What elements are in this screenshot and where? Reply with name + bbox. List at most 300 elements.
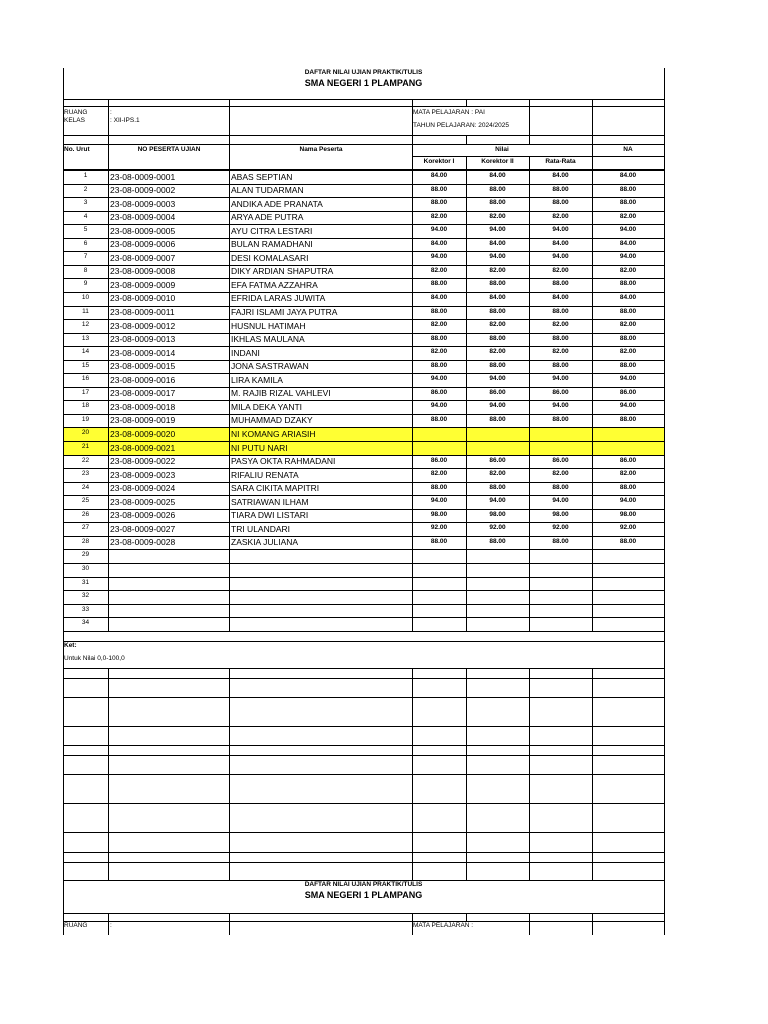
sheet-subtitle-2: DAFTAR NILAI UJIAN PRAKTIK/TULIS xyxy=(304,881,423,888)
score-korektor-2: 88.00 xyxy=(489,185,506,193)
score-na: 94.00 xyxy=(619,497,637,505)
student-name: DESI KOMALASARI xyxy=(231,252,309,263)
grid-hline xyxy=(63,224,664,225)
score-na: 84.00 xyxy=(619,239,637,247)
exam-number: 23-08-0009-0026 xyxy=(110,510,176,521)
grid-hline xyxy=(63,170,664,171)
score-rata-rata: 88.00 xyxy=(552,483,569,491)
score-na: 84.00 xyxy=(619,293,637,301)
grid-hline xyxy=(63,441,664,442)
grid-vline xyxy=(412,144,413,169)
student-name: SATRIAWAN ILHAM xyxy=(231,496,309,507)
ruang-colon-2: : xyxy=(110,922,112,929)
exam-number: 23-08-0009-0020 xyxy=(110,428,176,439)
score-korektor-2: 82.00 xyxy=(489,266,506,274)
student-name: FAJRI ISLAMI JAYA PUTRA xyxy=(231,307,338,317)
score-na: 84.00 xyxy=(619,172,637,179)
grid-hline xyxy=(63,522,664,523)
score-na: 88.00 xyxy=(619,185,637,193)
student-name: IKHLAS MAULANA xyxy=(231,334,305,345)
grid-hline xyxy=(63,921,664,922)
note-ket: Ket: xyxy=(64,642,77,649)
score-korektor-2: 82.00 xyxy=(489,321,506,329)
row-number: 30 xyxy=(81,564,90,572)
row-number: 8 xyxy=(83,266,88,274)
row-number: 5 xyxy=(83,226,88,234)
grid-hline xyxy=(63,387,664,388)
exam-number: 23-08-0009-0002 xyxy=(110,185,176,196)
grid-vline xyxy=(229,135,230,144)
score-na: 82.00 xyxy=(619,321,637,329)
grid-hline xyxy=(63,106,664,107)
ruang-label: RUANG xyxy=(64,109,88,116)
grid-hline xyxy=(63,549,664,550)
score-korektor-1: 86.00 xyxy=(430,388,448,396)
score-korektor-2: 88.00 xyxy=(489,307,506,315)
row-number: 14 xyxy=(81,348,90,356)
grid-vline xyxy=(529,99,530,106)
school-title: SMA NEGERI 1 PLAMPANG xyxy=(304,78,423,88)
score-korektor-2: 84.00 xyxy=(489,172,506,179)
grid-hline xyxy=(63,745,664,746)
row-number: 3 xyxy=(83,199,88,207)
score-na: 88.00 xyxy=(619,537,637,545)
grid-vline xyxy=(412,135,413,144)
score-korektor-1: 88.00 xyxy=(430,280,448,288)
score-korektor-2: 94.00 xyxy=(489,253,506,261)
score-na: 92.00 xyxy=(619,524,637,532)
score-rata-rata: 88.00 xyxy=(552,280,569,288)
exam-number: 23-08-0009-0009 xyxy=(110,279,176,290)
grid-hline xyxy=(63,427,664,428)
score-korektor-2: 84.00 xyxy=(489,239,506,247)
grid-vline xyxy=(592,921,593,935)
row-number: 29 xyxy=(81,551,90,559)
score-korektor-1: 88.00 xyxy=(430,199,448,207)
grid-hline xyxy=(63,99,664,100)
score-korektor-1: 84.00 xyxy=(430,172,448,179)
grid-vline xyxy=(529,668,530,880)
score-na: 88.00 xyxy=(619,280,637,288)
row-number: 33 xyxy=(81,605,90,613)
score-korektor-2: 86.00 xyxy=(489,456,506,464)
score-korektor-2: 84.00 xyxy=(489,293,506,301)
grid-vline xyxy=(108,135,109,144)
grid-vline xyxy=(108,913,109,921)
score-rata-rata: 86.00 xyxy=(552,456,569,464)
score-na: 94.00 xyxy=(619,402,637,410)
grid-vline xyxy=(229,144,230,169)
school-title-2: SMA NEGERI 1 PLAMPANG xyxy=(304,890,423,900)
grid-vline xyxy=(529,169,530,631)
grid-vline xyxy=(529,106,530,135)
grid-vline xyxy=(466,156,467,169)
score-rata-rata: 88.00 xyxy=(552,199,569,207)
kelas-value: : XII-IPS.1 xyxy=(110,117,140,124)
ruang-label-2: RUANG xyxy=(64,922,88,929)
score-na: 98.00 xyxy=(619,510,637,518)
score-rata-rata: 82.00 xyxy=(552,470,569,478)
row-number: 27 xyxy=(81,524,90,532)
grid-hline xyxy=(63,913,664,914)
grid-hline xyxy=(63,678,664,679)
score-korektor-2: 82.00 xyxy=(489,212,506,220)
exam-number: 23-08-0009-0006 xyxy=(110,239,176,250)
row-number: 17 xyxy=(81,388,90,396)
grid-hline xyxy=(63,832,664,833)
score-korektor-1: 82.00 xyxy=(430,470,448,478)
row-number: 12 xyxy=(81,321,90,329)
grid-vline xyxy=(529,921,530,935)
score-rata-rata: 84.00 xyxy=(552,239,569,247)
grid-hline xyxy=(63,852,664,853)
row-number: 21 xyxy=(81,443,90,450)
grid-vline xyxy=(412,921,413,935)
exam-number: 23-08-0009-0016 xyxy=(110,374,176,385)
score-na: 94.00 xyxy=(619,226,637,234)
score-korektor-2: 94.00 xyxy=(489,375,506,383)
grid-vline xyxy=(592,135,593,144)
score-korektor-2: 82.00 xyxy=(489,470,506,478)
score-rata-rata: 94.00 xyxy=(552,253,569,261)
score-korektor-2: 88.00 xyxy=(489,280,506,288)
student-name: ARYA ADE PUTRA xyxy=(231,212,304,223)
grid-hline xyxy=(63,862,664,863)
row-number: 31 xyxy=(81,578,90,586)
grid-vline xyxy=(466,913,467,921)
grid-vline xyxy=(229,668,230,880)
student-name: NI PUTU NARI xyxy=(231,442,288,453)
score-korektor-1: 88.00 xyxy=(430,483,448,491)
mata-pelajaran-2: MATA PELAJARAN : xyxy=(413,922,474,929)
score-rata-rata: 82.00 xyxy=(552,348,569,356)
score-korektor-1: 88.00 xyxy=(430,307,448,315)
score-korektor-2: 88.00 xyxy=(489,537,506,545)
score-na: 86.00 xyxy=(619,388,637,396)
student-name: EFRIDA LARAS JUWITA xyxy=(231,293,326,304)
exam-number: 23-08-0009-0028 xyxy=(110,537,176,548)
grid-hline xyxy=(63,509,664,510)
exam-number: 23-08-0009-0023 xyxy=(110,469,176,480)
student-name: PASYA OKTA RAHMADANI xyxy=(231,456,336,467)
grid-hline xyxy=(63,631,664,632)
grid-hline xyxy=(63,184,664,185)
exam-number: 23-08-0009-0024 xyxy=(110,483,176,494)
score-korektor-1: 98.00 xyxy=(430,510,448,518)
col-korektor-1: Korektor I xyxy=(423,158,455,165)
score-na: 82.00 xyxy=(619,348,637,356)
right-border xyxy=(664,68,665,935)
student-name: TIARA DWI LISTARI xyxy=(231,510,309,521)
sheet-subtitle: DAFTAR NILAI UJIAN PRAKTIK/TULIS xyxy=(304,69,423,76)
grid-vline xyxy=(412,668,413,880)
grid-hline xyxy=(63,590,664,591)
row-number: 23 xyxy=(81,470,90,478)
exam-number: 23-08-0009-0013 xyxy=(110,334,176,345)
grid-hline xyxy=(63,197,664,198)
score-korektor-2: 88.00 xyxy=(489,361,506,369)
score-rata-rata: 88.00 xyxy=(552,185,569,193)
score-korektor-1: 84.00 xyxy=(430,293,448,301)
exam-number: 23-08-0009-0014 xyxy=(110,347,176,358)
score-korektor-1: 94.00 xyxy=(430,402,448,410)
row-number: 15 xyxy=(81,361,90,369)
grid-vline xyxy=(592,668,593,880)
grid-hline xyxy=(63,482,664,483)
score-korektor-1: 94.00 xyxy=(430,253,448,261)
grid-hline xyxy=(63,755,664,756)
grid-hline xyxy=(63,697,664,698)
grid-vline xyxy=(412,99,413,135)
exam-number: 23-08-0009-0005 xyxy=(110,225,176,236)
row-number: 16 xyxy=(81,375,90,383)
grid-vline xyxy=(108,921,109,935)
score-korektor-1: 88.00 xyxy=(430,415,448,423)
grid-vline xyxy=(412,169,413,631)
row-number: 11 xyxy=(82,307,89,315)
grid-hline xyxy=(63,455,664,456)
grid-vline xyxy=(108,99,109,135)
col-nilai: Nilai xyxy=(495,146,509,153)
col-nama-peserta: Nama Peserta xyxy=(299,146,343,153)
student-name: ZASKIA JULIANA xyxy=(231,537,299,548)
grid-vline xyxy=(592,99,593,106)
grid-vline xyxy=(592,106,593,135)
score-rata-rata: 82.00 xyxy=(552,212,569,220)
row-number: 10 xyxy=(81,293,90,301)
student-name: INDANI xyxy=(231,347,260,358)
score-rata-rata: 88.00 xyxy=(552,537,569,545)
score-na: 82.00 xyxy=(619,212,637,220)
score-rata-rata: 94.00 xyxy=(552,375,569,383)
student-name: AYU CITRA LESTARI xyxy=(231,225,313,236)
grid-hline xyxy=(63,803,664,804)
exam-number: 23-08-0009-0018 xyxy=(110,401,176,412)
score-korektor-2: 94.00 xyxy=(489,497,506,505)
score-korektor-2: 98.00 xyxy=(489,510,506,518)
score-na: 94.00 xyxy=(619,375,637,383)
grid-vline xyxy=(229,169,230,631)
score-rata-rata: 98.00 xyxy=(552,510,569,518)
score-na: 94.00 xyxy=(619,253,637,261)
score-korektor-2: 86.00 xyxy=(489,388,506,396)
grid-hline xyxy=(63,251,664,252)
row-number: 4 xyxy=(83,212,88,220)
exam-number: 23-08-0009-0008 xyxy=(110,266,176,277)
grid-vline xyxy=(466,668,467,880)
row-number: 22 xyxy=(81,456,90,464)
score-korektor-1: 82.00 xyxy=(430,348,448,356)
ruang-colon: : xyxy=(110,109,112,116)
row-number: 13 xyxy=(81,334,90,342)
student-name: LIRA KAMILA xyxy=(231,374,283,385)
score-rata-rata: 84.00 xyxy=(552,293,569,301)
row-number: 20 xyxy=(81,429,90,437)
row-number: 9 xyxy=(83,280,88,288)
score-rata-rata: 94.00 xyxy=(552,497,569,505)
score-korektor-2: 88.00 xyxy=(489,415,506,423)
score-rata-rata: 88.00 xyxy=(552,334,569,342)
score-na: 88.00 xyxy=(619,361,637,369)
grid-vline xyxy=(592,169,593,631)
score-rata-rata: 82.00 xyxy=(552,321,569,329)
score-na: 88.00 xyxy=(619,415,637,423)
grid-vline xyxy=(466,99,467,106)
grid-vline xyxy=(466,169,467,631)
score-na: 82.00 xyxy=(619,470,637,478)
score-na: 82.00 xyxy=(619,266,637,274)
row-number: 28 xyxy=(81,537,90,545)
student-name: ABAS SEPTIAN xyxy=(231,171,293,182)
score-korektor-1: 82.00 xyxy=(430,212,448,220)
grid-hline xyxy=(63,577,664,578)
score-korektor-2: 92.00 xyxy=(489,524,506,532)
score-korektor-1: 92.00 xyxy=(430,524,448,532)
score-korektor-1: 84.00 xyxy=(430,239,448,247)
score-korektor-1: 88.00 xyxy=(430,361,448,369)
score-na: 88.00 xyxy=(619,307,637,315)
exam-number: 23-08-0009-0019 xyxy=(110,415,176,426)
grid-hline xyxy=(63,292,664,293)
grid-hline xyxy=(412,156,664,157)
score-korektor-2: 94.00 xyxy=(489,226,506,234)
grid-vline xyxy=(108,668,109,880)
student-name: MILA DEKA YANTI xyxy=(231,401,303,412)
grid-hline xyxy=(63,495,664,496)
student-name: MUHAMMAD DZAKY xyxy=(231,415,313,426)
row-number: 24 xyxy=(81,483,90,491)
student-name: ALAN TUDARMAN xyxy=(231,185,304,196)
score-rata-rata: 88.00 xyxy=(552,361,569,369)
student-name: RIFALIU RENATA xyxy=(231,469,299,480)
grid-hline xyxy=(63,333,664,334)
score-rata-rata: 94.00 xyxy=(552,226,569,234)
student-name: TRI ULANDARI xyxy=(231,523,291,534)
grid-hline xyxy=(63,278,664,279)
grid-hline xyxy=(63,617,664,618)
row-number: 18 xyxy=(81,402,90,410)
grid-hline xyxy=(63,265,664,266)
exam-number: 23-08-0009-0025 xyxy=(110,496,176,507)
row-number: 2 xyxy=(83,185,88,193)
grid-hline xyxy=(63,414,664,415)
exam-number: 23-08-0009-0022 xyxy=(110,456,176,467)
exam-number: 23-08-0009-0015 xyxy=(110,361,176,372)
grid-vline xyxy=(108,169,109,631)
exam-number: 23-08-0009-0001 xyxy=(110,171,176,182)
grid-hline xyxy=(63,536,664,537)
grid-vline xyxy=(529,135,530,144)
score-na: 88.00 xyxy=(619,483,637,491)
grid-vline xyxy=(529,156,530,169)
row-number: 1 xyxy=(83,172,88,179)
note-range: Untuk Nilai 0,0-100,0 xyxy=(64,655,125,662)
grid-hline xyxy=(63,306,664,307)
col-no-peserta: NO PESERTA UJIAN xyxy=(137,146,201,153)
student-name: DIKY ARDIAN SHAPUTRA xyxy=(231,266,334,277)
grid-vline xyxy=(108,144,109,169)
score-korektor-2: 88.00 xyxy=(489,199,506,207)
student-name: EFA FATMA AZZAHRA xyxy=(231,279,318,290)
grid-hline xyxy=(63,238,664,239)
grid-hline xyxy=(63,726,664,727)
tahun-pelajaran: TAHUN PELAJARAN: 2024/2025 xyxy=(413,122,509,129)
col-no-urut: No. Urut xyxy=(64,146,90,153)
exam-number: 23-08-0009-0007 xyxy=(110,252,176,263)
grid-hline xyxy=(63,211,664,212)
grid-vline xyxy=(229,913,230,921)
score-korektor-1: 88.00 xyxy=(430,185,448,193)
grid-hline xyxy=(63,346,664,347)
grid-vline xyxy=(592,913,593,921)
col-korektor-2: Korektor II xyxy=(481,158,514,165)
score-korektor-1: 88.00 xyxy=(430,537,448,545)
row-number: 19 xyxy=(81,415,90,423)
grid-hline xyxy=(63,563,664,564)
student-name: M. RAJIB RIZAL VAHLEVI xyxy=(231,388,331,399)
score-na: 88.00 xyxy=(619,334,637,342)
grid-vline xyxy=(229,921,230,935)
row-number: 26 xyxy=(81,510,90,518)
score-korektor-1: 82.00 xyxy=(430,266,448,274)
exam-number: 23-08-0009-0010 xyxy=(110,293,176,304)
kelas-label: KELAS xyxy=(64,117,85,124)
grid-hline xyxy=(63,360,664,361)
grid-vline xyxy=(412,913,413,921)
exam-number: 23-08-0009-0027 xyxy=(110,523,176,534)
score-korektor-2: 88.00 xyxy=(489,483,506,491)
student-name: JONA SASTRAWAN xyxy=(231,361,309,372)
grid-vline xyxy=(529,913,530,921)
score-korektor-1: 82.00 xyxy=(430,321,448,329)
exam-number: 23-08-0009-0012 xyxy=(110,320,176,331)
row-number: 7 xyxy=(83,253,88,261)
score-korektor-1: 94.00 xyxy=(430,375,448,383)
score-rata-rata: 92.00 xyxy=(552,524,569,532)
score-rata-rata: 86.00 xyxy=(552,388,569,396)
grid-vline xyxy=(229,99,230,135)
row-number: 32 xyxy=(81,592,90,600)
student-name: BULAN RAMADHANI xyxy=(231,239,313,250)
grid-hline xyxy=(63,373,664,374)
score-korektor-1: 86.00 xyxy=(430,456,448,464)
grid-hline xyxy=(63,400,664,401)
score-korektor-1: 88.00 xyxy=(430,334,448,342)
left-border xyxy=(63,68,64,935)
score-rata-rata: 84.00 xyxy=(552,172,569,179)
score-na: 88.00 xyxy=(619,199,637,207)
score-korektor-1: 94.00 xyxy=(430,497,448,505)
student-name: NI KOMANG ARIASIH xyxy=(231,428,316,439)
score-rata-rata: 88.00 xyxy=(552,415,569,423)
grid-hline xyxy=(63,604,664,605)
row-number: 34 xyxy=(81,619,90,627)
grid-hline xyxy=(63,641,664,642)
score-na: 86.00 xyxy=(619,456,637,464)
col-rata-rata: Rata-Rata xyxy=(545,158,576,165)
grid-hline xyxy=(63,144,664,145)
student-name: ANDIKA ADE PRANATA xyxy=(231,198,323,209)
grid-hline xyxy=(63,668,664,669)
grid-hline xyxy=(63,468,664,469)
row-number: 25 xyxy=(81,497,90,505)
score-rata-rata: 88.00 xyxy=(552,307,569,315)
grid-vline xyxy=(592,144,593,169)
score-korektor-2: 94.00 xyxy=(489,402,506,410)
exam-number: 23-08-0009-0017 xyxy=(110,388,176,399)
row-number: 6 xyxy=(83,239,88,247)
col-na: NA xyxy=(623,146,633,153)
